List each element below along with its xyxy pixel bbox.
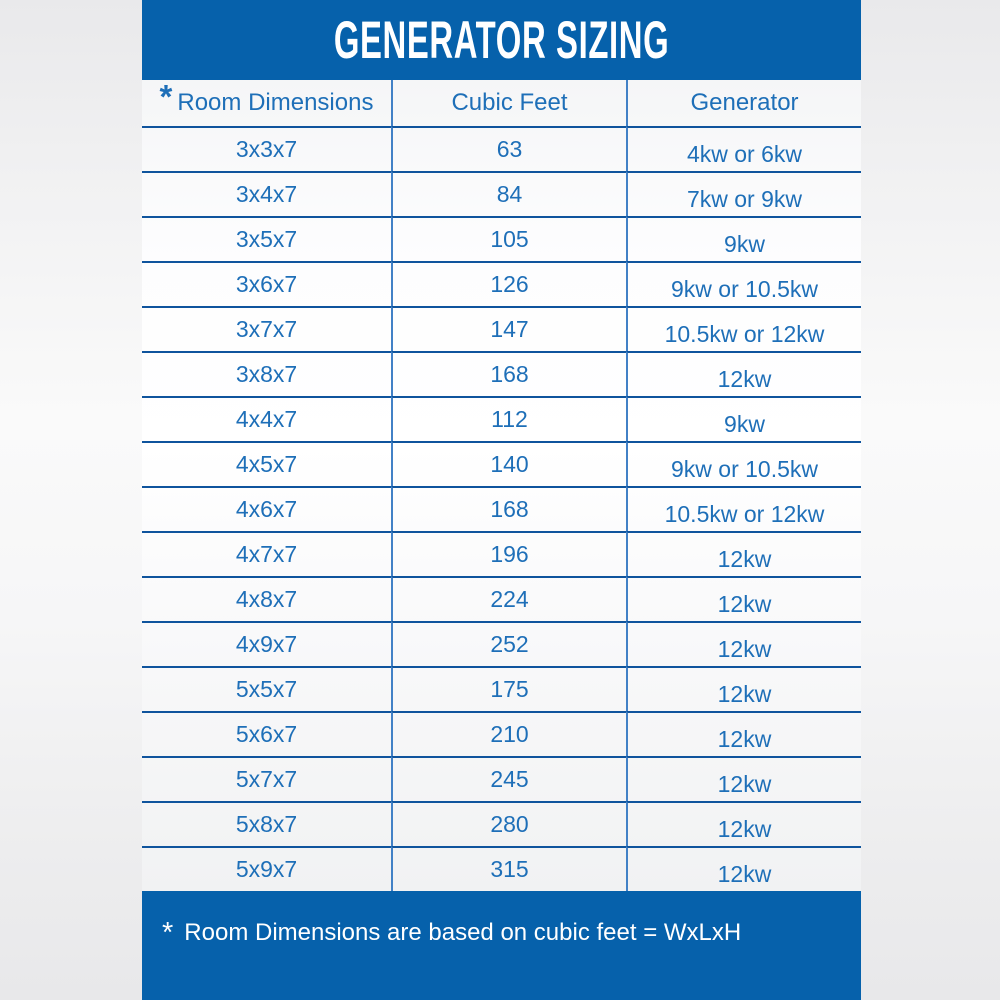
cubic-feet-cell: 112 — [391, 396, 626, 441]
footnote-text: Room Dimensions are based on cubic feet = WxLxH — [184, 919, 742, 946]
generator-cell: 12kw — [626, 801, 861, 846]
room-dimensions-cell: 4x6x7 — [142, 486, 391, 531]
generator-cell: 10.5kw or 12kw — [626, 486, 861, 531]
cubic-feet-cell: 168 — [391, 351, 626, 396]
sizing-table — [142, 80, 861, 891]
generator-cell: 12kw — [626, 576, 861, 621]
cubic-feet-cell: 105 — [391, 216, 626, 261]
generator-cell: 9kw or 10.5kw — [626, 261, 861, 306]
cubic-feet-cell: 147 — [391, 306, 626, 351]
room-dimensions-cell: 3x7x7 — [142, 306, 391, 351]
cubic-feet-cell: 280 — [391, 801, 626, 846]
generator-cell: 12kw — [626, 756, 861, 801]
cubic-feet-cell: 315 — [391, 846, 626, 891]
cubic-feet-cell: 196 — [391, 531, 626, 576]
room-dimensions-cell: 3x6x7 — [142, 261, 391, 306]
room-dimensions-cell: 3x5x7 — [142, 216, 391, 261]
asterisk-icon: * — [159, 80, 173, 115]
cubic-feet-cell: 175 — [391, 666, 626, 711]
page-title: GENERATOR SIZING — [333, 10, 670, 70]
room-dimensions-cell: 4x9x7 — [142, 621, 391, 666]
asterisk-icon: * — [162, 917, 174, 949]
cubic-feet-cell: 168 — [391, 486, 626, 531]
column-header-cubic-feet — [391, 80, 626, 126]
column-header-label: Cubic Feet — [451, 89, 568, 116]
cubic-feet-cell: 210 — [391, 711, 626, 756]
room-dimensions-cell: 5x5x7 — [142, 666, 391, 711]
footnote-bar — [142, 891, 861, 1000]
room-dimensions-cell: 5x8x7 — [142, 801, 391, 846]
cubic-feet-cell: 63 — [391, 126, 626, 171]
generator-cell: 10.5kw or 12kw — [626, 306, 861, 351]
room-dimensions-cell: 4x5x7 — [142, 441, 391, 486]
room-dimensions-cell: 4x7x7 — [142, 531, 391, 576]
room-dimensions-cell: 3x3x7 — [142, 126, 391, 171]
generator-cell: 12kw — [626, 621, 861, 666]
column-header-generator — [626, 80, 861, 126]
room-dimensions-cell: 5x9x7 — [142, 846, 391, 891]
cubic-feet-cell: 252 — [391, 621, 626, 666]
generator-cell: 12kw — [626, 846, 861, 891]
generator-cell: 12kw — [626, 531, 861, 576]
cubic-feet-cell: 126 — [391, 261, 626, 306]
generator-cell: 12kw — [626, 711, 861, 756]
title-bar — [142, 0, 861, 80]
generator-cell: 7kw or 9kw — [626, 171, 861, 216]
room-dimensions-cell: 3x4x7 — [142, 171, 391, 216]
room-dimensions-cell: 5x6x7 — [142, 711, 391, 756]
room-dimensions-cell: 5x7x7 — [142, 756, 391, 801]
cubic-feet-cell: 84 — [391, 171, 626, 216]
column-header-label: Room Dimensions — [177, 89, 374, 116]
cubic-feet-cell: 245 — [391, 756, 626, 801]
generator-cell: 9kw or 10.5kw — [626, 441, 861, 486]
cubic-feet-cell: 140 — [391, 441, 626, 486]
column-header-room-dimensions — [142, 80, 391, 126]
room-dimensions-cell: 4x8x7 — [142, 576, 391, 621]
generator-cell: 9kw — [626, 396, 861, 441]
generator-cell: 4kw or 6kw — [626, 126, 861, 171]
column-header-label: Generator — [690, 89, 799, 116]
generator-sizing-panel — [142, 0, 861, 1000]
generator-cell: 12kw — [626, 351, 861, 396]
room-dimensions-cell: 3x8x7 — [142, 351, 391, 396]
generator-cell: 12kw — [626, 666, 861, 711]
cubic-feet-cell: 224 — [391, 576, 626, 621]
room-dimensions-cell: 4x4x7 — [142, 396, 391, 441]
generator-cell: 9kw — [626, 216, 861, 261]
